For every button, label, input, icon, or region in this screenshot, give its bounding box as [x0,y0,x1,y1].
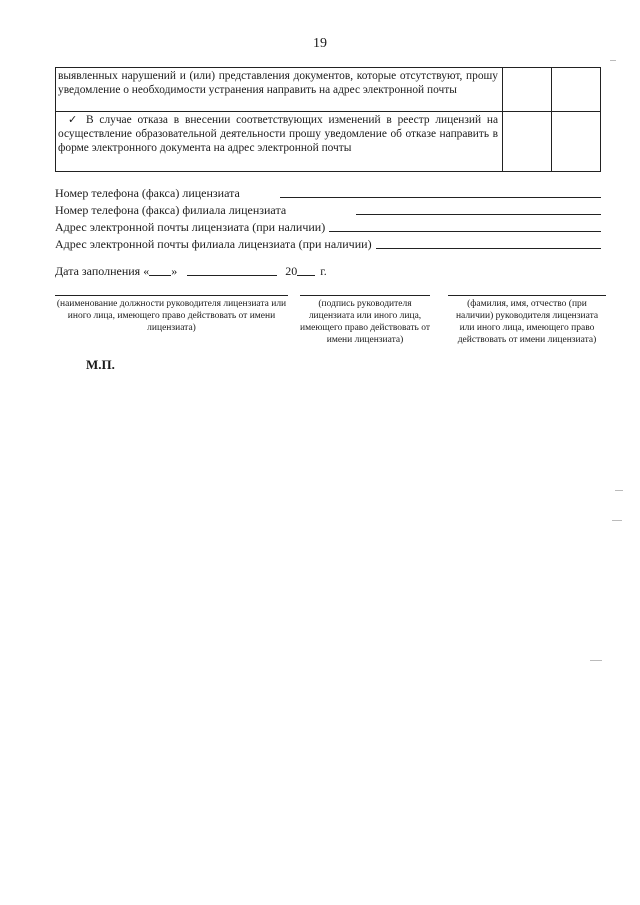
table-row [56,68,601,112]
scan-artifact [612,520,622,521]
phone-branch-line [55,201,601,218]
scan-artifact [615,490,623,491]
fill-date-label: Дата заполнения « [55,264,150,278]
fill-date-line [55,264,327,279]
checkbox-cell[interactable] [503,68,552,112]
phone-licensee-label: Номер телефона (факса) лицензиата [55,186,240,200]
checkmark-icon: ✓ [68,113,78,126]
signature-block [300,295,430,346]
position-caption: (наименование должности руководителя лицензиата или иного лица, имеющего право действовать от имени лицензиата) [56,299,287,333]
email-licensee-label: Адрес электронной почты лицензиата (при наличии) [55,220,326,234]
full-name-field[interactable] [448,295,606,296]
email-branch-field[interactable] [376,248,601,249]
year-prefix: 20 [285,264,298,278]
signature-field[interactable] [300,295,430,296]
email-licensee-field[interactable] [329,231,601,232]
position-field[interactable] [55,295,288,296]
scan-artifact [590,660,602,661]
checkbox-cell[interactable] [552,112,601,172]
year-field[interactable] [297,275,315,276]
email-licensee-line [55,218,601,235]
notification-text: выявленных нарушений и (или) представления документов, которые отсутствуют, прошу уведомление о необходимости устранения направить на адрес электронной почты [56,68,503,112]
scan-artifact [610,60,616,61]
page-number: 19 [313,36,327,51]
position-signature-block [55,295,288,334]
contact-details [55,184,601,252]
day-field[interactable] [149,275,171,276]
refusal-notification-cell [56,112,503,172]
checkbox-cell[interactable] [552,68,601,112]
table-row [56,112,601,172]
signature-caption: (подпись руководителя лицензиата или иного лица, имеющего право действовать от имени лицензиата) [300,299,430,345]
full-name-caption: (фамилия, имя, отчество (при наличии) руководителя лицензиата или иного лица, имеющего право действовать от имени лицензиата) [455,299,599,345]
checkbox-cell[interactable] [503,112,552,172]
email-branch-line [55,235,601,252]
month-field[interactable] [187,275,277,276]
close-quote: » [171,264,178,278]
phone-branch-field[interactable] [356,214,601,215]
stamp-placeholder: М.П. [86,357,115,372]
phone-licensee-line [55,184,601,201]
notification-table [55,67,601,172]
phone-licensee-field[interactable] [280,197,601,198]
year-suffix: г. [320,264,327,278]
full-name-block [448,295,606,346]
email-branch-label: Адрес электронной почты филиала лицензиата (при наличии) [55,237,372,251]
phone-branch-label: Номер телефона (факса) филиала лицензиата [55,203,287,217]
refusal-notification-text: В случае отказа в внесении соответствующих изменений в реестр лицензий на осуществление образовательной деятельности прошу уведомление об отказе направить в форме электронного документа на адрес электронной почты [58,114,498,154]
